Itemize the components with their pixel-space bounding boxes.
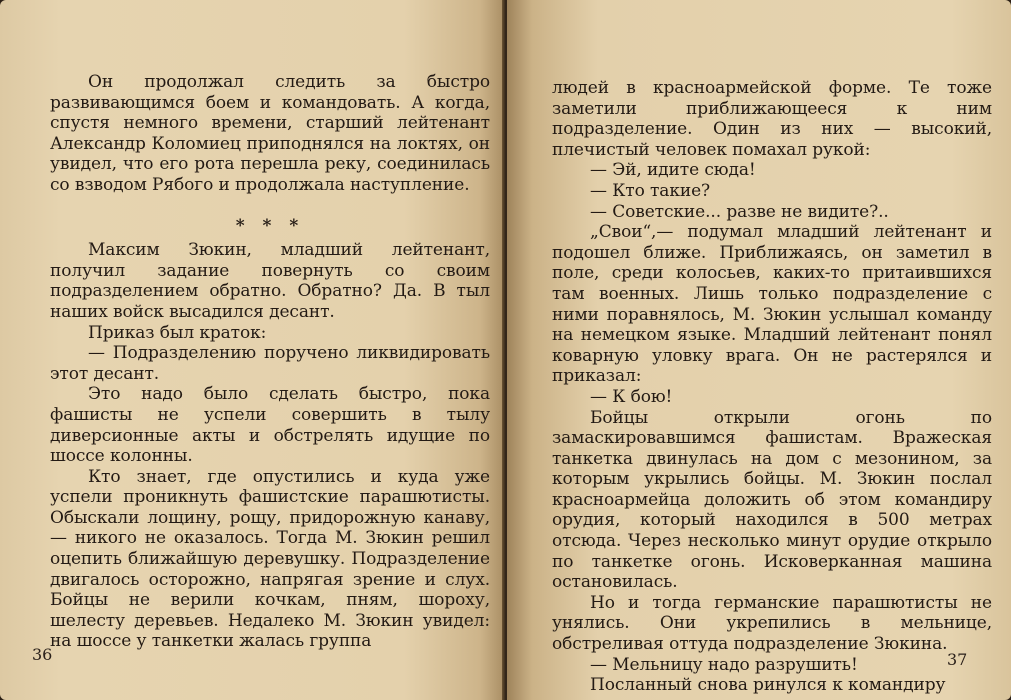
paragraph: — Советские... разве не видите?..: [590, 201, 889, 222]
paragraph: людей в красноармейской форме. Те тоже заметили приближающееся к ним подразделение. Один из них — высокий, плечистый человек помахал рукой:: [552, 78, 992, 160]
paragraph: Это надо было сделать быстро, пока фашисты не успели совершить в тылу диверсионные акты и обстрелять идущие по шоссе колонны.: [50, 384, 490, 467]
right-page: [507, 0, 1011, 700]
paragraph: Но и тогда германские парашютисты не унялись. Они укрепились в мельнице, обстреливая оттуда подразделение Зюкина.: [552, 592, 992, 655]
paragraph: Посланный снова ринулся к командиру: [590, 675, 946, 696]
paragraph: Приказ был краток:: [88, 322, 267, 343]
left-page-text: [50, 72, 490, 652]
paragraph: — Кто такие?: [590, 180, 711, 201]
paragraph: Кто знает, где опустились и куда уже успели проникнуть фашистские парашютисты. Обыскали лощину, рощу, придорожную канаву,— никого не оказалось. Тогда М. Зюкин решил оцепить ближайшую деревушку. Подразделение двигалось осторожно, напрягая зрение и слух. Бойцы не верили кочкам, пням, шороху, шелесту деревьев. Недалеко М. Зюкин увидел: на шоссе у танкетки жалась группа: [50, 466, 490, 652]
paragraph: Он продолжал следить за быстро развивающимся боем и командовать. А когда, спустя немного времени, старший лейтенант Александр Коломиец приподнялся на локтях, он увидел, что его рота перешла реку, соединилась со взводом Рябого и продолжала наступление.: [50, 72, 490, 195]
paragraph: — Подразделению поручено ликвидировать этот десант.: [50, 343, 490, 384]
paragraph: Бойцы открыли огонь по замаскировавшимся фашистам. Вражеская танкетка двинулась на дом с мезонином, за которым укрылись бойцы. М. Зюкин послал красноармейца доложить об этом командиру орудия, который находился в 500 метрах отсюда. Через несколько минут орудие открыло по танкетке огонь. Исковерканная машина остановилась.: [552, 407, 992, 593]
page-number-right: 37: [947, 650, 968, 669]
paragraph: — Мельницу надо разрушить!: [590, 654, 858, 675]
paragraph: „Свои“,— подумал младший лейтенант и подошел ближе. Приближаясь, он заметил в поле, среди колосьев, каких-то притаившихся там военных. Лишь только подразделение с ними поравнялось, М. Зюкин услышал команду на немецком языке. Младший лейтенант понял коварную уловку врага. Он не растерялся и приказал:: [552, 222, 992, 387]
right-page-text: [552, 78, 992, 696]
paragraph: Максим Зюкин, младший лейтенант, получил задание повернуть со своим подразделением обратно. Обратно? Да. В тыл наших войск высадился десант.: [50, 240, 490, 322]
paragraph: — Эй, идите сюда!: [590, 160, 756, 181]
section-separator: * * *: [235, 215, 305, 236]
page-number-left: 36: [32, 645, 53, 664]
left-page: [0, 0, 505, 700]
paragraph: — К бою!: [590, 386, 673, 407]
